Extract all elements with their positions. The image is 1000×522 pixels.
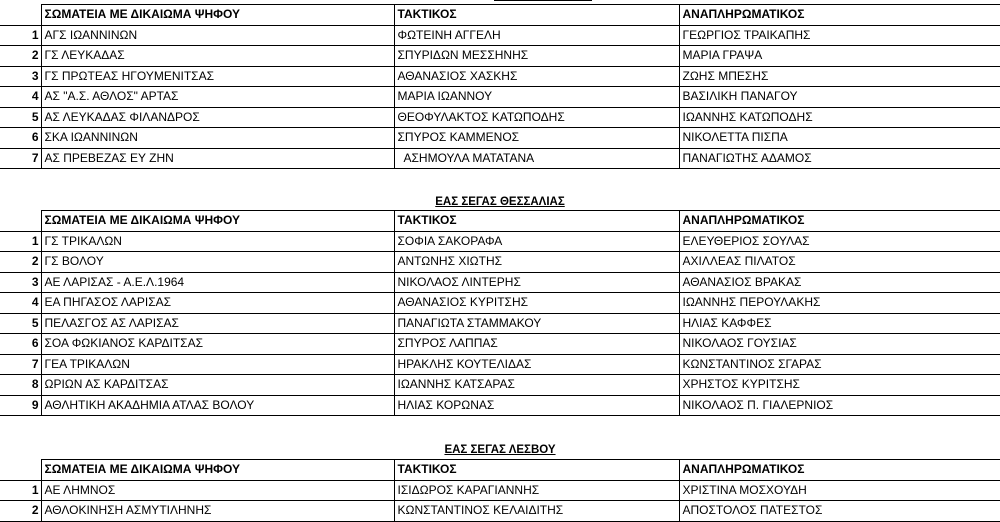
table-row (0, 293, 1000, 314)
row-number: 6 (0, 128, 41, 149)
cell-alternate: ΙΩΑΝΝΗΣ ΚΑΤΩΠΟΔΗΣ (679, 107, 1000, 128)
cell-alternate: ΗΛΙΑΣ ΚΑΦΦΕΣ (679, 313, 1000, 334)
cell-alternate: ΝΙΚΟΛΑΟΣ Π. ΓΙΑΛΕΡΝΙΟΣ (679, 395, 1000, 416)
cell-alternate: ΧΡΙΣΤΙΝΑ ΜΟΣΧΟΥΔΗ (679, 480, 1000, 501)
cell-regular: ΑΘΑΝΑΣΙΟΣ ΚΥΡΙΤΣΗΣ (394, 293, 679, 314)
voters-table-lesvos (0, 459, 1000, 522)
section-title: ΕΑΣ ΣΕΓΑΣ ΘΕΣΣΑΛΙΑΣ (435, 196, 565, 208)
header-regular: ΤΑΚΤΙΚΟΣ (394, 211, 679, 232)
cell-regular: ΣΠΥΡΟΣ ΚΑΜΜΕΝΟΣ (394, 128, 679, 149)
table-header-row (0, 5, 1000, 26)
row-number: 4 (0, 87, 41, 108)
row-number: 5 (0, 313, 41, 334)
cell-alternate: ΓΕΩΡΓΙΟΣ ΤΡΑΙΚΑΠΗΣ (679, 25, 1000, 46)
table-row (0, 354, 1000, 375)
table-row (0, 87, 1000, 108)
cell-alternate: ΝΙΚΟΛΑΟΣ ΓΟΥΣΙΑΣ (679, 334, 1000, 355)
cell-alternate: ΠΑΝΑΓΙΩΤΗΣ ΑΔΑΜΟΣ (679, 148, 1000, 169)
header-number-cell (0, 460, 41, 481)
cell-club: ΣΚΑ ΙΩΑΝΝΙΝΩΝ (41, 128, 394, 149)
cell-regular: ΙΣΙΔΩΡΟΣ ΚΑΡΑΓΙΑΝΝΗΣ (394, 480, 679, 501)
table-row (0, 107, 1000, 128)
table-row (0, 252, 1000, 273)
table-row (0, 334, 1000, 355)
cell-club: ΑΕ ΛΗΜΝΟΣ (41, 480, 394, 501)
cell-alternate: ΙΩΑΝΝΗΣ ΠΕΡΟΥΛΑΚΗΣ (679, 293, 1000, 314)
cell-regular: ΝΙΚΟΛΑΟΣ ΛΙΝΤΕΡΗΣ (394, 272, 679, 293)
cell-regular: ΣΠΥΡΙΔΩΝ ΜΕΣΣΗΝΗΣ (394, 46, 679, 67)
cell-alternate: ΝΙΚΟΛΕΤΤΑ ΠΙΣΠΑ (679, 128, 1000, 149)
cell-regular: ΙΩΑΝΝΗΣ ΚΑΤΣΑΡΑΣ (394, 375, 679, 396)
row-number: 2 (0, 501, 41, 522)
table-row (0, 272, 1000, 293)
cell-club: ΑΕ ΛΑΡΙΣΑΣ - Α.Ε.Λ.1964 (41, 272, 394, 293)
row-number: 1 (0, 231, 41, 252)
cell-club: ΑΣ ΠΡΕΒΕΖΑΣ ΕΥ ΖΗΝ (41, 148, 394, 169)
cell-alternate: ΧΡΗΣΤΟΣ ΚΥΡΙΤΣΗΣ (679, 375, 1000, 396)
header-regular: ΤΑΚΤΙΚΟΣ (394, 5, 679, 26)
cell-regular: ΣΠΥΡΟΣ ΛΑΠΠΑΣ (394, 334, 679, 355)
table-row (0, 480, 1000, 501)
table-header-row (0, 460, 1000, 481)
row-number: 3 (0, 66, 41, 87)
row-number: 7 (0, 148, 41, 169)
cell-alternate: ΑΘΑΝΑΣΙΟΣ ΒΡΑΚΑΣ (679, 272, 1000, 293)
row-number: 7 (0, 354, 41, 375)
row-number: 5 (0, 107, 41, 128)
table-row (0, 148, 1000, 169)
cell-regular: ΠΑΝΑΓΙΩΤΑ ΣΤΑΜΜΑΚΟΥ (394, 313, 679, 334)
cell-regular: ΚΩΝΣΤΑΝΤΙΝΟΣ ΚΕΛΑΙΔΙΤΗΣ (394, 501, 679, 522)
cell-regular: ΗΡΑΚΛΗΣ ΚΟΥΤΕΛΙΔΑΣ (394, 354, 679, 375)
table-row (0, 231, 1000, 252)
voters-table-thessaly (0, 210, 1000, 416)
cell-club: ΑΣ ΛΕΥΚΑΔΑΣ ΦΙΛΑΝΔΡΟΣ (41, 107, 394, 128)
cell-alternate: ΑΧΙΛΛΕΑΣ ΠΙΛΑΤΟΣ (679, 252, 1000, 273)
row-number: 6 (0, 334, 41, 355)
header-club: ΣΩΜΑΤΕΙΑ ΜΕ ΔΙΚΑΙΩΜΑ ΨΗΦΟΥ (41, 460, 394, 481)
header-club: ΣΩΜΑΤΕΙΑ ΜΕ ΔΙΚΑΙΩΜΑ ΨΗΦΟΥ (41, 5, 394, 26)
cell-regular: ΦΩΤΕΙΝΗ ΑΓΓΕΛΗ (394, 25, 679, 46)
cell-alternate: ΕΛΕΥΘΕΡΙΟΣ ΣΟΥΛΑΣ (679, 231, 1000, 252)
table-row (0, 46, 1000, 67)
header-club: ΣΩΜΑΤΕΙΑ ΜΕ ΔΙΚΑΙΩΜΑ ΨΗΦΟΥ (41, 211, 394, 232)
row-number: 2 (0, 252, 41, 273)
table-row (0, 313, 1000, 334)
cell-club: ΓΣ ΤΡΙΚΑΛΩΝ (41, 231, 394, 252)
cell-regular: ΜΑΡΙΑ ΙΩΑΝΝΟΥ (394, 87, 679, 108)
cell-regular: ΑΣΗΜΟΥΛΑ ΜΑΤΑΤΑΝΑ (394, 148, 679, 169)
cell-club: ΑΣ "Α.Σ. ΑΘΛΟΣ" ΑΡΤΑΣ (41, 87, 394, 108)
header-alternate: ΑΝΑΠΛΗΡΩΜΑΤΙΚΟΣ (679, 460, 1000, 481)
cell-regular: ΗΛΙΑΣ ΚΟΡΩΝΑΣ (394, 395, 679, 416)
cell-alternate: ΑΠΟΣΤΟΛΟΣ ΠΑΤΕΣΤΟΣ (679, 501, 1000, 522)
cell-club: ΕΑ ΠΗΓΑΣΟΣ ΛΑΡΙΣΑΣ (41, 293, 394, 314)
row-number: 8 (0, 375, 41, 396)
cell-regular: ΑΝΤΩΝΗΣ ΧΙΩΤΗΣ (394, 252, 679, 273)
cell-alternate: ΒΑΣΙΛΙΚΗ ΠΑΝΑΓΟΥ (679, 87, 1000, 108)
header-number-cell (0, 5, 41, 26)
row-number: 4 (0, 293, 41, 314)
cell-alternate: ΖΩΗΣ ΜΠΕΣΗΣ (679, 66, 1000, 87)
cell-regular: ΑΘΑΝΑΣΙΟΣ ΧΑΣΚΗΣ (394, 66, 679, 87)
cell-club: ΓΣ ΛΕΥΚΑΔΑΣ (41, 46, 394, 67)
table-row (0, 375, 1000, 396)
cell-club: ΑΓΣ ΙΩΑΝΝΙΝΩΝ (41, 25, 394, 46)
table-header-row (0, 211, 1000, 232)
row-number: 1 (0, 25, 41, 46)
cell-club: ΓΣ ΒΟΛΟΥ (41, 252, 394, 273)
table-row (0, 395, 1000, 416)
cell-club: ΠΕΛΑΣΓΟΣ ΑΣ ΛΑΡΙΣΑΣ (41, 313, 394, 334)
cell-club: ΩΡΙΩΝ ΑΣ ΚΑΡΔΙΤΣΑΣ (41, 375, 394, 396)
header-alternate: ΑΝΑΠΛΗΡΩΜΑΤΙΚΟΣ (679, 5, 1000, 26)
header-regular: ΤΑΚΤΙΚΟΣ (394, 460, 679, 481)
row-number: 3 (0, 272, 41, 293)
table-row (0, 25, 1000, 46)
table-row (0, 66, 1000, 87)
table-row (0, 128, 1000, 149)
cell-club: ΓΣ ΠΡΩΤΕΑΣ ΗΓΟΥΜΕΝΙΤΣΑΣ (41, 66, 394, 87)
section-title-underline-partial (494, 0, 592, 1)
cell-club: ΓΕΑ ΤΡΙΚΑΛΩΝ (41, 354, 394, 375)
section-title: ΕΑΣ ΣΕΓΑΣ ΛΕΣΒΟΥ (444, 444, 556, 456)
cell-club: ΑΘΛΗΤΙΚΗ ΑΚΑΔΗΜΙΑ ΑΤΛΑΣ ΒΟΛΟΥ (41, 395, 394, 416)
voters-table-epirus (0, 4, 1000, 169)
cell-regular: ΣΟΦΙΑ ΣΑΚΟΡΑΦΑ (394, 231, 679, 252)
header-alternate: ΑΝΑΠΛΗΡΩΜΑΤΙΚΟΣ (679, 211, 1000, 232)
cell-regular: ΘΕΟΦΥΛΑΚΤΟΣ ΚΑΤΩΠΟΔΗΣ (394, 107, 679, 128)
header-number-cell (0, 211, 41, 232)
row-number: 2 (0, 46, 41, 67)
row-number: 1 (0, 480, 41, 501)
row-number: 9 (0, 395, 41, 416)
cell-club: ΑΘΛΟΚΙΝΗΣΗ ΑΣΜΥΤΙΛΗΝΗΣ (41, 501, 394, 522)
table-row (0, 501, 1000, 522)
cell-alternate: ΚΩΝΣΤΑΝΤΙΝΟΣ ΣΓΑΡΑΣ (679, 354, 1000, 375)
cell-alternate: ΜΑΡΙΑ ΓΡΑΨΑ (679, 46, 1000, 67)
cell-club: ΣΟΑ ΦΩΚΙΑΝΟΣ ΚΑΡΔΙΤΣΑΣ (41, 334, 394, 355)
